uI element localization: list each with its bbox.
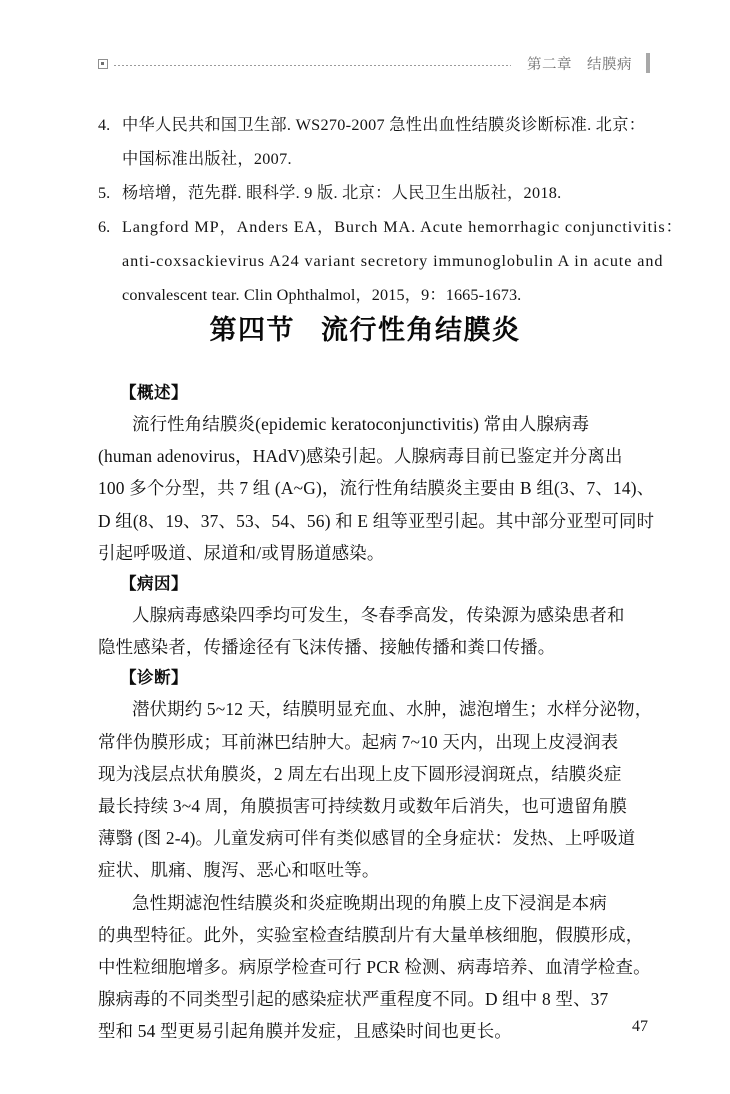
paragraph-line: 急性期滤泡性结膜炎和炎症晚期出现的角膜上皮下浸润是本病 [132,892,607,913]
paragraph-line: 症状、肌痛、腹泻、恶心和呕吐等。 [98,860,380,881]
reference-line: anti-coxsackievirus A24 variant secretory immunoglobulin A in acute and [122,252,664,270]
paragraph-line: D 组(8、19、37、53、54、56) 和 E 组等亚型引起。其中部分亚型可同时 [98,510,655,531]
vertical-bar-icon [646,53,650,73]
reference-number: 5. [98,184,111,202]
paragraph-line: 引起呼吸道、尿道和/或胃肠道感染。 [98,542,385,563]
reference-line: 杨培增，范先群. 眼科学. 9 版. 北京：人民卫生出版社，2018. [122,184,562,202]
reference-line: 中国标准出版社，2007. [122,150,292,168]
dotted-rule-icon [114,65,511,66]
reference-line: Langford MP，Anders EA，Burch MA. Acute hemorrhagic conjunctivitis： [122,218,683,236]
reference-line: 中华人民共和国卫生部. WS270-2007 急性出血性结膜炎诊断标准. 北京： [122,116,646,134]
subsection-heading-etiology: 【病因】 [120,575,188,594]
list-item [98,108,650,176]
page-number: 47 [632,1018,648,1035]
paragraph-line: 中性粒细胞增多。病原学检查可行 PCR 检测、病毒培养、血清学检查。 [98,957,651,978]
paragraph-diagnosis-1 [98,693,653,886]
paragraph-line: 100 多个分型，共 7 组 (A~G)，流行性角结膜炎主要由 B 组(3、7、14)、 [98,478,655,499]
paragraph-line: 潜伏期约 5~12 天，结膜明显充血、水肿，滤泡增生；水样分泌物， [132,699,653,720]
reference-text [122,210,683,312]
reference-number: 6. [98,218,111,236]
section-name: 流行性角结膜炎 [321,315,521,345]
paragraph-line: 常伴伪膜形成；耳前淋巴结肿大。起病 7~10 天内，出现上皮浸润表 [98,731,619,752]
paragraph-line: 现为浅层点状角膜炎，2 周左右出现上皮下圆形浸润斑点，结膜炎症 [98,763,622,784]
subsection-heading-diagnosis: 【诊断】 [120,669,188,688]
paragraph-overview [98,408,655,569]
paragraph-line: (human adenovirus，HAdV)感染引起。人腺病毒目前已鉴定并分离出 [98,446,623,467]
reference-line: convalescent tear. Clin Ophthalmol，2015，9：1665-1673. [122,286,522,304]
subsection-heading-overview: 【概述】 [120,384,188,402]
list-item [98,176,650,210]
section-title [0,308,730,347]
reference-list [98,108,683,312]
paragraph-line: 薄翳 (图 2-4)。儿童发病可伴有类似感冒的全身症状：发热、上呼吸道 [98,828,636,849]
paragraph-line: 流行性角结膜炎(epidemic keratoconjunctivitis) 常由人腺病毒 [132,414,590,434]
paragraph-line: 型和 54 型更易引起角膜并发症，且感染时间也更长。 [98,1021,512,1042]
section-label: 第四节 [209,315,295,345]
reference-text [122,176,650,210]
paragraph-line: 的典型特征。此外，实验室检查结膜刮片有大量单核细胞，假膜形成， [98,924,644,945]
paragraph-etiology [98,599,650,663]
square-bullet-icon [98,59,108,69]
header-chapter-title: 第二章 结膜病 [527,56,632,73]
paragraph-line: 最长持续 3~4 周，角膜损害可持续数月或数年后消失，也可遗留角膜 [98,796,628,817]
running-header [98,48,650,78]
paragraph-line: 腺病毒的不同类型引起的感染症状严重程度不同。D 组中 8 型、37 [98,989,609,1010]
page-body [98,378,655,1048]
reference-text [122,108,650,176]
list-item [98,210,683,312]
reference-number: 4. [98,116,111,134]
paragraph-line: 人腺病毒感染四季均可发生，冬春季高发，传染源为感染患者和 [132,605,625,626]
paragraph-line: 隐性感染者，传播途径有飞沫传播、接触传播和粪口传播。 [98,637,556,658]
